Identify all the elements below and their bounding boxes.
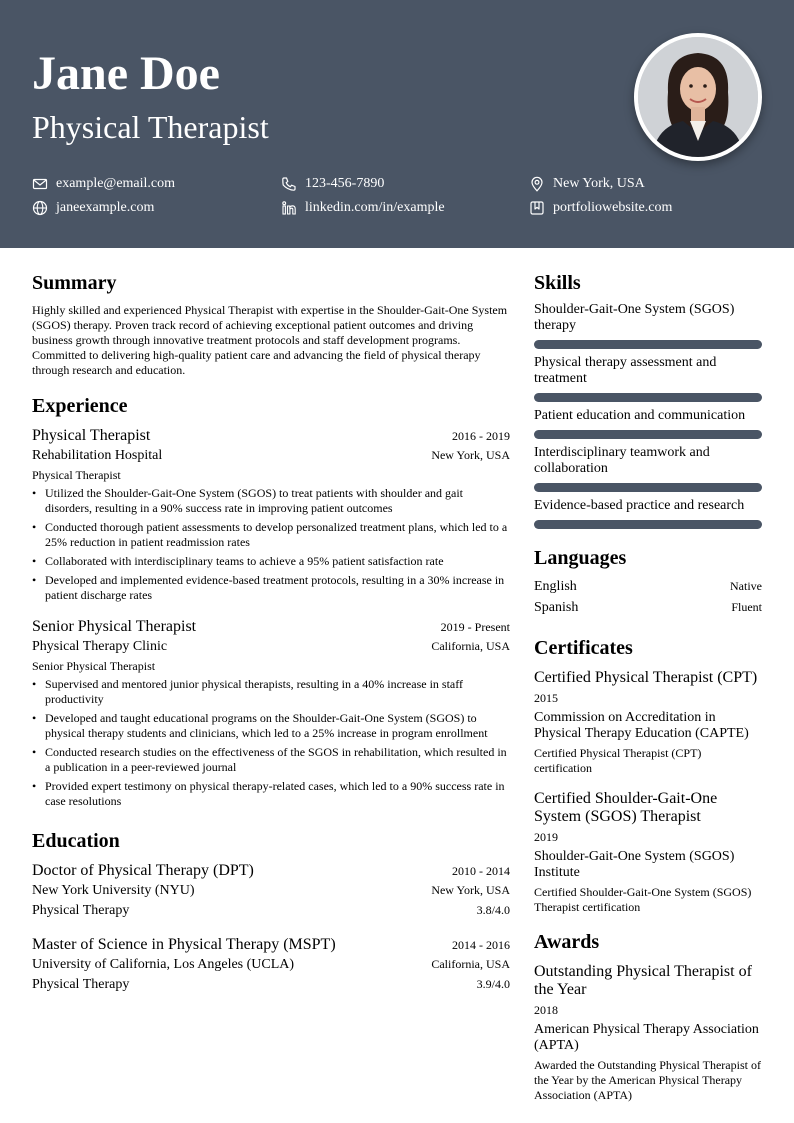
awards-section bbox=[534, 929, 762, 1103]
main-column bbox=[32, 270, 510, 994]
contact-email-text: example@email.com bbox=[56, 176, 176, 191]
experience-bullets bbox=[32, 486, 510, 603]
certificate-description: Certified Shoulder-Gait-One System (SGOS) Therapist certification bbox=[534, 885, 752, 914]
bullet-item: • Collaborated with interdisciplinary teams to achieve a 95% patient satisfaction rate bbox=[32, 554, 510, 569]
contact-phone[interactable] bbox=[281, 175, 384, 193]
section-heading-summary: Summary bbox=[32, 272, 117, 294]
skill-name: Patient education and communication bbox=[534, 408, 746, 423]
certificates-section bbox=[534, 635, 762, 915]
contact-email[interactable] bbox=[32, 175, 175, 193]
contact-portfolio-text: portfoliowebsite.com bbox=[553, 200, 673, 215]
skill-level-bar bbox=[534, 520, 762, 529]
education-location: New York, USA bbox=[431, 883, 510, 897]
sidebar-column bbox=[534, 270, 762, 1103]
education-item bbox=[32, 935, 510, 994]
certificate-issuer: Shoulder-Gait-One System (SGOS) Institute bbox=[534, 849, 735, 880]
certificate-name: Certified Shoulder-Gait-One System (SGOS) Therapist bbox=[534, 790, 718, 825]
language-name: Spanish bbox=[534, 600, 579, 615]
language-level: Fluent bbox=[731, 600, 762, 614]
contact-location-text: New York, USA bbox=[553, 176, 645, 191]
certificate-name: Certified Physical Therapist (CPT) bbox=[534, 669, 758, 686]
contact-phone-text: 123-456-7890 bbox=[305, 176, 385, 191]
map-pin-icon bbox=[529, 176, 545, 192]
section-heading-awards: Awards bbox=[534, 931, 600, 953]
award-item bbox=[534, 963, 762, 1103]
education-date: 2014 - 2016 bbox=[452, 938, 510, 952]
linkedin-icon bbox=[281, 200, 297, 216]
education-gpa: 3.8/4.0 bbox=[476, 903, 510, 917]
education-item bbox=[32, 861, 510, 920]
resume-header bbox=[0, 0, 794, 248]
education-section bbox=[32, 828, 510, 994]
education-gpa: 3.9/4.0 bbox=[476, 977, 510, 991]
bullet-item: • Conducted thorough patient assessments to develop personalized treatment plans, which led to a 25% reduction in patient readmission rates bbox=[32, 520, 510, 550]
contact-website[interactable] bbox=[32, 199, 154, 217]
skill-level-bar bbox=[534, 393, 762, 402]
skills-section bbox=[534, 270, 762, 529]
education-school: University of California, Los Angeles (UCLA) bbox=[32, 957, 295, 972]
experience-date: 2016 - 2019 bbox=[452, 429, 510, 443]
experience-section bbox=[32, 393, 510, 809]
section-heading-education: Education bbox=[32, 830, 120, 852]
portfolio-icon bbox=[529, 200, 545, 216]
section-heading-skills: Skills bbox=[534, 272, 581, 294]
person-name: Jane Doe bbox=[32, 47, 220, 100]
certificate-year: 2019 bbox=[534, 830, 558, 844]
section-heading-languages: Languages bbox=[534, 547, 627, 569]
profile-photo bbox=[634, 33, 762, 161]
experience-location: New York, USA bbox=[431, 448, 510, 462]
phone-icon bbox=[281, 176, 297, 192]
experience-item bbox=[32, 426, 510, 603]
experience-date: 2019 - Present bbox=[440, 620, 510, 634]
experience-company: Rehabilitation Hospital bbox=[32, 448, 163, 463]
skill-level-bar bbox=[534, 430, 762, 439]
bullet-item: • Developed and implemented evidence-based treatment protocols, resulting in a 30% increase in patient discharge rates bbox=[32, 573, 510, 603]
skill-name: Physical therapy assessment and treatment bbox=[534, 355, 717, 386]
award-name: Outstanding Physical Therapist of the Year bbox=[534, 963, 752, 998]
experience-location: California, USA bbox=[431, 639, 510, 653]
section-heading-experience: Experience bbox=[32, 395, 128, 417]
award-year: 2018 bbox=[534, 1003, 558, 1017]
summary-section bbox=[32, 270, 510, 378]
skill-level-bar bbox=[534, 483, 762, 492]
skill-name: Interdisciplinary teamwork and collaboration bbox=[534, 445, 710, 476]
education-location: California, USA bbox=[431, 957, 510, 971]
education-field: Physical Therapy bbox=[32, 977, 130, 992]
globe-icon bbox=[32, 200, 48, 216]
contact-linkedin-text: linkedin.com/in/example bbox=[305, 200, 445, 215]
certificate-item bbox=[534, 790, 762, 915]
certificate-issuer: Commission on Accreditation in Physical Therapy Education (CAPTE) bbox=[534, 710, 749, 741]
language-level: Native bbox=[730, 579, 762, 593]
experience-company: Physical Therapy Clinic bbox=[32, 639, 168, 654]
education-degree: Doctor of Physical Therapy (DPT) bbox=[32, 862, 254, 879]
experience-role: Senior Physical Therapist bbox=[32, 659, 156, 673]
bullet-item: • Utilized the Shoulder-Gait-One System (SGOS) to treat patients with shoulder and gait disorders, resulting in a 90% success rate in improving patient outcomes bbox=[32, 486, 510, 516]
language-name: English bbox=[534, 579, 577, 594]
education-date: 2010 - 2014 bbox=[452, 864, 510, 878]
award-description: Awarded the Outstanding Physical Therapist of the Year by the American Physical Therapy Association (APTA) bbox=[534, 1058, 761, 1102]
experience-title: Physical Therapist bbox=[32, 427, 151, 444]
section-heading-certificates: Certificates bbox=[534, 637, 633, 659]
experience-bullets bbox=[32, 677, 510, 809]
bullet-item: • Conducted research studies on the effectiveness of the SGOS in rehabilitation, which resulted in a publication in a peer-reviewed journal bbox=[32, 745, 510, 775]
education-field: Physical Therapy bbox=[32, 903, 130, 918]
certificate-year: 2015 bbox=[534, 691, 558, 705]
skill-name: Shoulder-Gait-One System (SGOS) therapy bbox=[534, 302, 735, 333]
bullet-item: • Supervised and mentored junior physical therapists, resulting in a 40% increase in staff productivity bbox=[32, 677, 510, 707]
contact-website-text: janeexample.com bbox=[56, 200, 155, 215]
education-degree: Master of Science in Physical Therapy (MSPT) bbox=[32, 936, 336, 953]
certificate-item bbox=[534, 669, 762, 776]
mail-icon bbox=[32, 176, 48, 192]
summary-text: Highly skilled and experienced Physical Therapist with expertise in the Shoulder-Gait-One System (SGOS) therapy. Proven track record of achieving exceptional patient outcomes and driving business growth through innovative treatment protocols and staff development programs. Committed to delivering high-quality patient care and advancing the field of physical therapy through research and education. bbox=[32, 303, 508, 377]
contact-portfolio[interactable] bbox=[529, 199, 672, 217]
languages-section bbox=[534, 545, 762, 618]
skill-level-bar bbox=[534, 340, 762, 349]
award-issuer: American Physical Therapy Association (APTA) bbox=[534, 1022, 759, 1053]
experience-title: Senior Physical Therapist bbox=[32, 618, 197, 635]
skill-name: Evidence-based practice and research bbox=[534, 498, 745, 513]
bullet-item: • Developed and taught educational programs on the Shoulder-Gait-One System (SGOS) to physical therapy students and clinicians, which led to a 25% increase in program enrollment bbox=[32, 711, 510, 741]
contact-location bbox=[529, 175, 645, 193]
contact-linkedin[interactable] bbox=[281, 199, 445, 217]
certificate-description: Certified Physical Therapist (CPT) certification bbox=[534, 746, 702, 775]
bullet-item: • Provided expert testimony on physical therapy-related cases, which led to a 90% success rate in case resolutions bbox=[32, 779, 510, 809]
experience-role: Physical Therapist bbox=[32, 468, 121, 482]
education-school: New York University (NYU) bbox=[32, 883, 195, 898]
experience-item bbox=[32, 617, 510, 809]
job-title: Physical Therapist bbox=[32, 109, 269, 145]
